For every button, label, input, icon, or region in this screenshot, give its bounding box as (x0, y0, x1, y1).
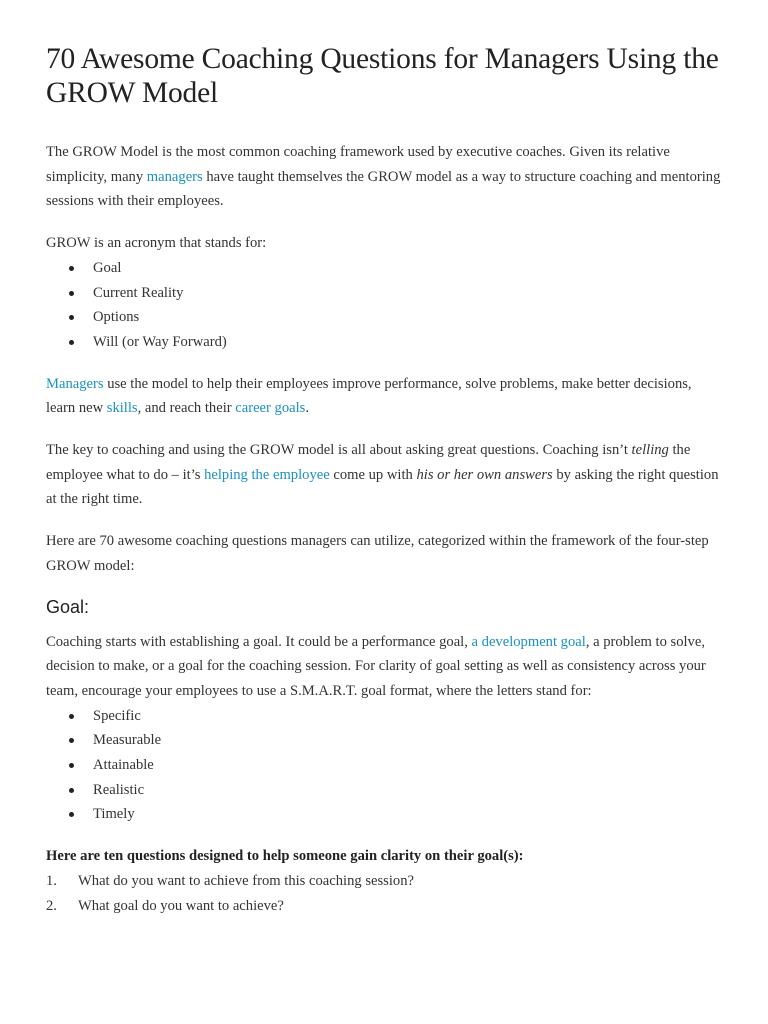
goal-paragraph (46, 630, 722, 704)
key-text-1: The key to coaching and using the GROW model is all about asking great questions. Coaching isn’t (46, 442, 632, 459)
model-use-text-3: . (305, 400, 310, 417)
key-paragraph (46, 438, 722, 512)
key-text-4: by asking the right question at the right time. (46, 466, 719, 508)
list-item (46, 869, 722, 894)
question-number: 2. (46, 897, 57, 914)
here-are-paragraph: Here are 70 awesome coaching questions managers can utilize, categorized within the framework of the four-step GROW model: (46, 533, 709, 574)
smart-list (46, 704, 722, 828)
development-goal-link[interactable]: a development goal (471, 633, 586, 650)
question-number: 1. (46, 872, 57, 889)
list-item: Current Reality (46, 281, 722, 306)
managers-link-2[interactable]: Managers (46, 375, 104, 392)
goal-text-1: Coaching starts with establishing a goal. It could be a performance goal, (46, 633, 472, 650)
key-text-2: the employee what to do – it’s (46, 442, 691, 483)
model-use-paragraph (46, 372, 722, 421)
intro-paragraph (46, 140, 722, 214)
helping-employee-link[interactable]: helping the employee (204, 466, 330, 483)
key-text-3: come up with (329, 466, 417, 483)
questions-list (46, 869, 722, 918)
goal-heading: Goal: (46, 596, 90, 617)
intro-text-2: have taught themselves the GROW model as a way to structure coaching and mentoring sessions with their employees. (46, 168, 721, 210)
question-text: What goal do you want to achieve? (78, 897, 284, 914)
article (46, 0, 722, 918)
acronym-intro: GROW is an acronym that stands for: (46, 235, 267, 252)
goal-text-2: , a problem to solve, decision to make, or a goal for the coaching session. For clarity of goal setting as well as consistency across your team, encourage your employees to use a S.M.A.R.T. goal format, where the letters stand for: (46, 633, 706, 699)
telling-emphasis: telling (631, 442, 669, 459)
model-use-text-2: , and reach their (137, 400, 236, 417)
page-title: 70 Awesome Coaching Questions for Managers Using the GROW Model (46, 43, 719, 109)
list-item: Realistic (46, 778, 722, 803)
answers-emphasis: his or her own answers (416, 466, 553, 483)
managers-link[interactable]: managers (146, 168, 203, 185)
ten-questions-heading: Here are ten questions designed to help someone gain clarity on their goal(s): (46, 848, 524, 865)
list-item: Goal (46, 256, 722, 281)
list-item: Options (46, 305, 722, 330)
model-use-text-1: use the model to help their employees improve performance, solve problems, make better decisions, learn new (46, 375, 692, 417)
grow-list (46, 256, 722, 355)
question-text: What do you want to achieve from this coaching session? (78, 872, 414, 889)
list-item: Timely (46, 802, 722, 827)
list-item (46, 894, 722, 919)
career-goals-link[interactable]: career goals (235, 400, 306, 417)
intro-text-1: The GROW Model is the most common coaching framework used by executive coaches. Given its relative simplicity, many (46, 144, 670, 185)
skills-link[interactable]: skills (106, 400, 138, 417)
list-item: Will (or Way Forward) (46, 330, 722, 355)
list-item: Attainable (46, 753, 722, 778)
list-item: Measurable (46, 728, 722, 753)
list-item: Specific (46, 704, 722, 729)
